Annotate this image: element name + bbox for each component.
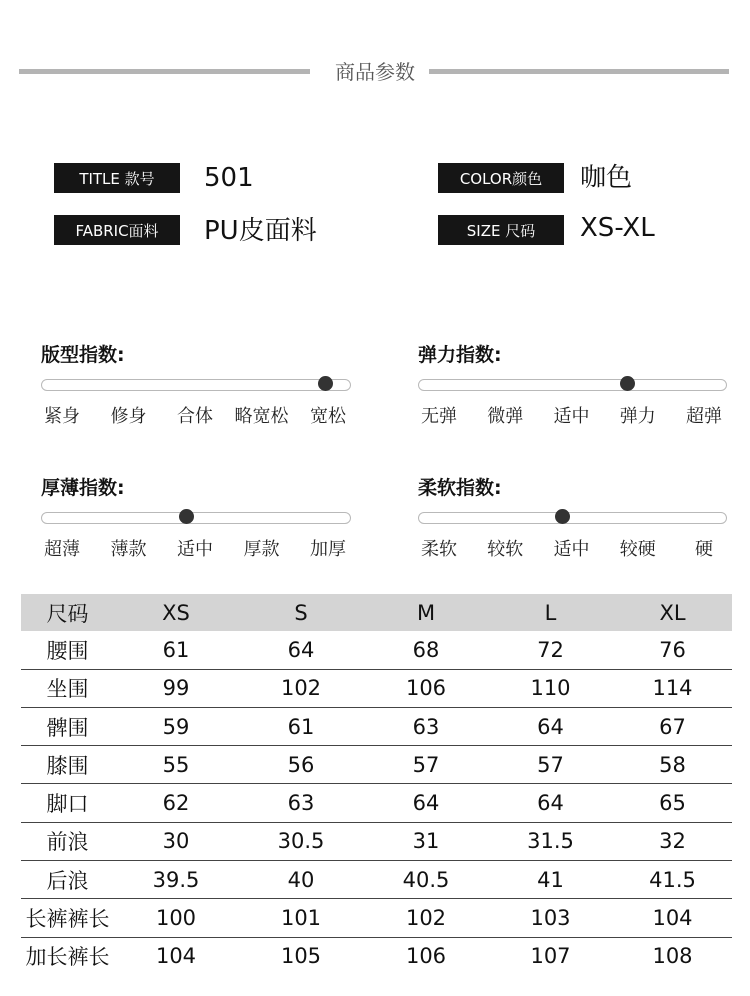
row-label-cell: 膝围: [21, 746, 114, 784]
value-cell: 64: [238, 631, 364, 669]
stretch-index-label: 超弹: [686, 406, 722, 427]
row-label-cell: 后浪: [21, 861, 114, 899]
value-cell: 64: [364, 784, 488, 822]
softness-index-label: 柔软: [421, 539, 457, 560]
value-cell: 56: [238, 746, 364, 784]
title-value: 501: [204, 163, 254, 193]
table-row: [21, 822, 732, 860]
thickness-index-label: 超薄: [44, 539, 80, 560]
stretch-index-track: [418, 379, 727, 391]
stretch-index-marker: [620, 376, 635, 391]
softness-index-title: 柔软指数:: [418, 477, 502, 499]
fit-index-marker: [318, 376, 333, 391]
fit-index-title: 版型指数:: [41, 344, 125, 366]
value-cell: 104: [613, 899, 732, 937]
value-cell: 40.5: [364, 861, 488, 899]
header-cell: 尺码: [21, 594, 114, 631]
value-cell: 107: [530, 944, 571, 969]
table-row: [21, 861, 732, 899]
fit-index-track: [41, 379, 351, 391]
thickness-index-label: 薄款: [110, 539, 147, 560]
table-row: [21, 899, 732, 937]
table-row: [21, 784, 732, 822]
table-row: [21, 746, 732, 784]
fit-index-label: 宽松: [310, 406, 346, 427]
size-value: XS-XL: [580, 213, 655, 243]
stretch-index-label: 无弹: [421, 406, 457, 427]
value-cell: 57: [488, 746, 613, 784]
fabric-value: PU皮面料: [204, 216, 317, 246]
fit-index-label: 修身: [110, 406, 147, 427]
table-row: [21, 669, 732, 707]
value-cell: 106: [405, 944, 447, 969]
value-cell: 67: [613, 707, 732, 745]
value-cell: 41.5: [613, 861, 732, 899]
value-cell: 64: [488, 784, 613, 822]
header-cell: L: [488, 594, 613, 631]
fit-index-label: 略宽松: [234, 406, 289, 427]
header-divider-right: [429, 69, 729, 74]
thickness-index-track: [41, 512, 351, 524]
fit-index-label: 紧身: [44, 406, 80, 427]
value-cell: 102: [364, 899, 488, 937]
value-cell: 41: [488, 861, 613, 899]
thickness-index-marker: [179, 509, 194, 524]
softness-index-label: 硬: [695, 539, 713, 560]
value-cell: 61: [238, 707, 364, 745]
value-cell: 64: [488, 707, 613, 745]
row-label-cell: 坐围: [21, 669, 114, 707]
value-cell: 102: [238, 669, 364, 707]
table-row: [21, 937, 732, 975]
value-cell: 30: [114, 822, 238, 860]
value-cell: 65: [613, 784, 732, 822]
softness-index-label: 较硬: [619, 539, 656, 560]
row-label-cell: 脚口: [21, 784, 114, 822]
value-cell: 68: [364, 631, 488, 669]
value-cell: 76: [613, 631, 732, 669]
size-table-header: [21, 594, 732, 631]
title-tag: TITLE 款号: [54, 163, 180, 193]
softness-index-label: 适中: [553, 539, 590, 560]
value-cell: 63: [364, 707, 488, 745]
color-value: 咖色: [580, 163, 633, 193]
stretch-index-title: 弹力指数:: [418, 344, 502, 366]
fabric-tag: FABRIC面料: [54, 215, 180, 245]
row-label-cell: 髀围: [21, 707, 114, 745]
value-cell: 58: [613, 746, 732, 784]
value-cell: 61: [114, 631, 238, 669]
thickness-index-label: 适中: [177, 539, 213, 560]
row-label-cell: 腰围: [21, 631, 114, 669]
value-cell: 101: [238, 899, 364, 937]
thickness-index-label: 厚款: [243, 539, 280, 560]
header-cell: XL: [613, 594, 732, 631]
fit-index-label: 合体: [177, 406, 213, 427]
value-cell: 106: [364, 669, 488, 707]
row-label-cell: 加长裤长: [25, 945, 110, 970]
table-row: [21, 707, 732, 745]
header-cell: S: [238, 594, 364, 631]
value-cell: 110: [488, 669, 613, 707]
value-cell: 40: [238, 861, 364, 899]
value-cell: 104: [155, 944, 197, 969]
color-tag: COLOR颜色: [438, 163, 564, 193]
value-cell: 105: [280, 944, 322, 969]
value-cell: 108: [652, 944, 693, 969]
value-cell: 31.5: [488, 822, 613, 860]
value-cell: 103: [488, 899, 613, 937]
softness-index-track: [418, 512, 727, 524]
stretch-index-label: 微弹: [487, 406, 524, 427]
value-cell: 30.5: [238, 822, 364, 860]
stretch-index-label: 弹力: [619, 406, 656, 427]
value-cell: 32: [613, 822, 732, 860]
value-cell: 55: [114, 746, 238, 784]
row-label-cell: 前浪: [21, 822, 114, 860]
size-tag: SIZE 尺码: [438, 215, 564, 245]
thickness-index-label: 加厚: [310, 539, 346, 560]
thickness-index-title: 厚薄指数:: [41, 477, 125, 499]
value-cell: 59: [114, 707, 238, 745]
page-title: 商品参数: [335, 60, 415, 84]
row-label-cell: 长裤裤长: [21, 899, 114, 937]
table-row: [21, 631, 732, 669]
value-cell: 63: [238, 784, 364, 822]
value-cell: 31: [364, 822, 488, 860]
softness-index-marker: [555, 509, 570, 524]
value-cell: 39.5: [114, 861, 238, 899]
value-cell: 100: [114, 899, 238, 937]
value-cell: 57: [364, 746, 488, 784]
size-table: [21, 594, 732, 975]
header-cell: M: [364, 594, 488, 631]
header-cell: XS: [114, 594, 238, 631]
value-cell: 99: [114, 669, 238, 707]
value-cell: 62: [114, 784, 238, 822]
value-cell: 72: [488, 631, 613, 669]
softness-index-label: 较软: [487, 539, 524, 560]
value-cell: 114: [613, 669, 732, 707]
stretch-index-label: 适中: [553, 406, 590, 427]
